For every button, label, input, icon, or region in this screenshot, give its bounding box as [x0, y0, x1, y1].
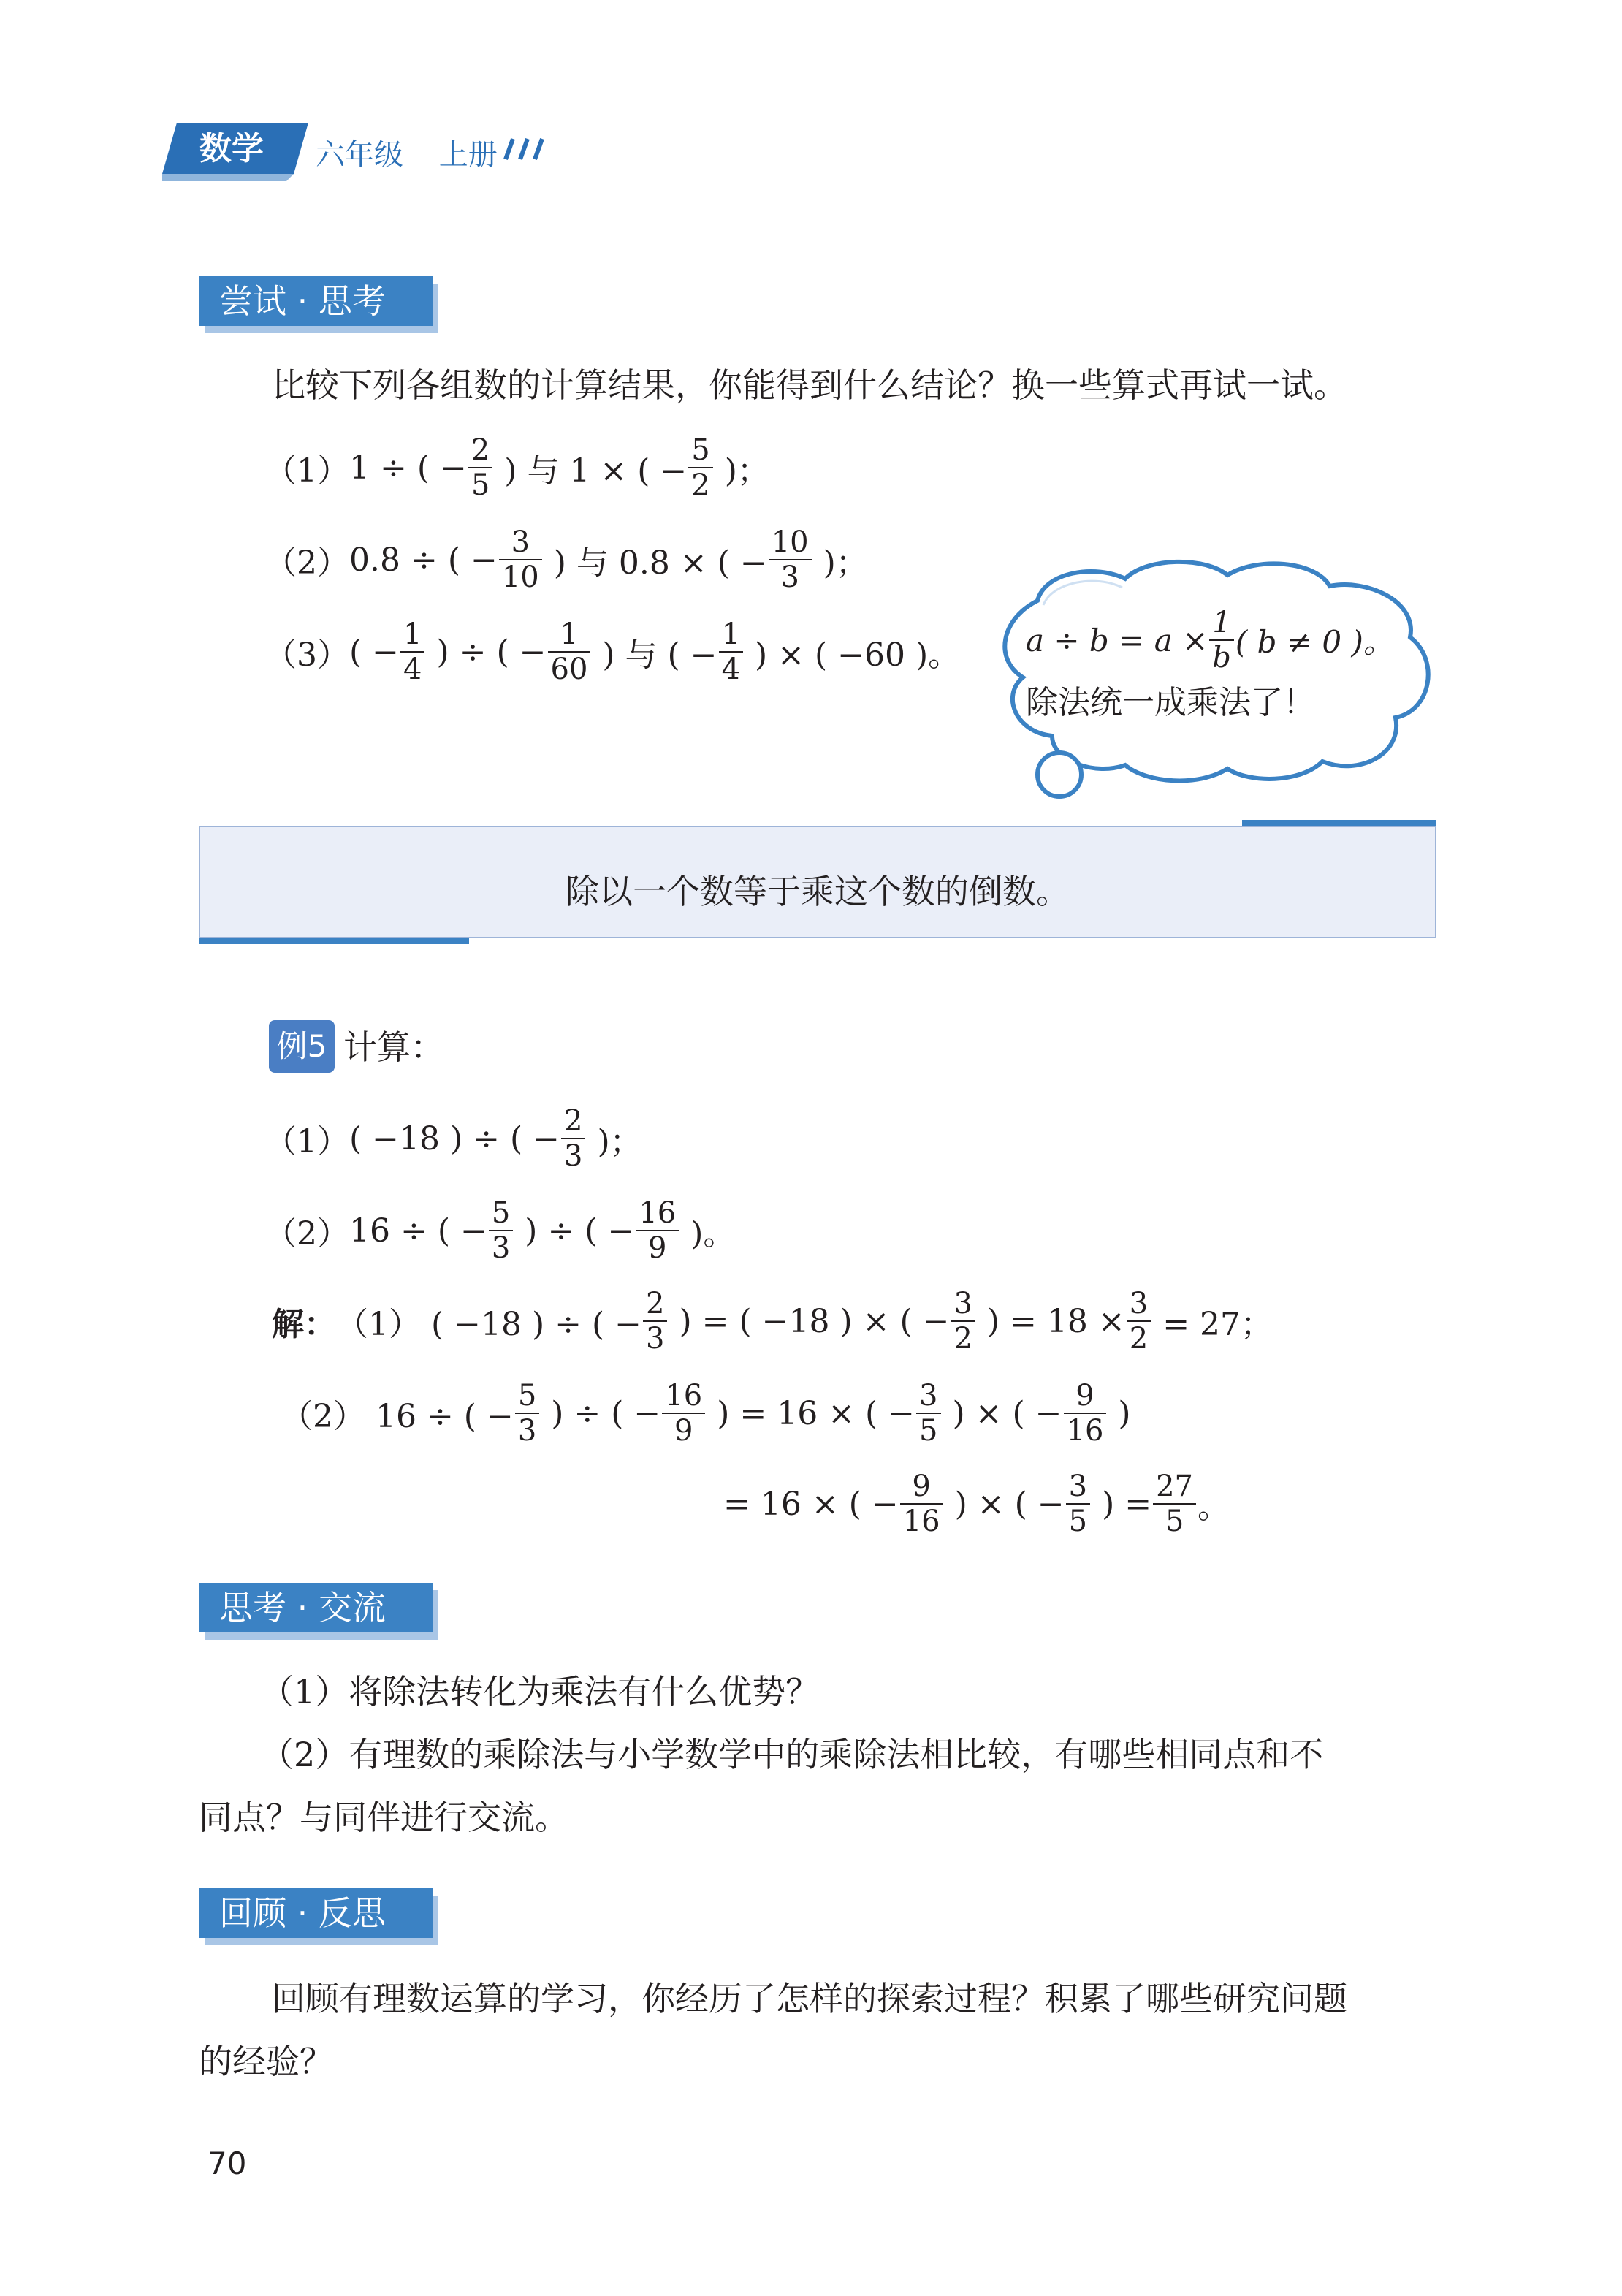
review-line1: 回顾有理数运算的学习，你经历了怎样的探索过程？积累了哪些研究问题 [272, 1979, 1347, 2018]
numerator: 2 [471, 433, 490, 467]
expr: ) = ( −18 ) × ( − [669, 1302, 950, 1340]
expr: （2） 16 ÷ ( − [281, 1398, 514, 1435]
bubble-text: 除法统一成乘法了！ [1026, 684, 1315, 721]
fraction [719, 617, 743, 686]
numerator: 10 [771, 525, 809, 559]
example-q2 [264, 1194, 735, 1267]
expr: ) = 18 × [976, 1302, 1125, 1340]
fraction [561, 1104, 585, 1173]
denominator: b [1212, 641, 1231, 674]
label: （3） [264, 636, 349, 674]
expr: ) = 16 × ( − [707, 1394, 915, 1432]
fraction [499, 525, 542, 594]
fraction [636, 1196, 679, 1265]
fraction [1209, 606, 1234, 674]
header-subject: 数学 [199, 130, 264, 167]
denominator: 2 [1129, 1322, 1149, 1356]
denominator: 4 [721, 653, 741, 686]
denominator: 3 [780, 560, 799, 594]
formula-rhs: ( b ≠ 0 )。 [1235, 624, 1394, 660]
expr: ) ÷ ( − [426, 633, 547, 671]
example-title: 计算： [343, 1027, 444, 1067]
expr: 0.8 ÷ ( − [349, 541, 498, 579]
denominator: 5 [919, 1414, 938, 1448]
intro-text: 比较下列各组数的计算结果，你能得到什么结论？换一些算式再试一试。 [272, 365, 1347, 405]
fraction [1066, 1470, 1090, 1538]
fraction [643, 1287, 667, 1356]
label: （2） [264, 1215, 349, 1252]
header-volume: 上册 [438, 138, 498, 172]
fraction [468, 433, 492, 502]
header-logo [162, 123, 323, 181]
header-grade: 六年级 [316, 138, 403, 172]
label: （1） [264, 1123, 349, 1160]
numerator: 16 [665, 1379, 703, 1413]
fraction [916, 1379, 940, 1448]
denominator: 4 [403, 653, 422, 686]
expr: ) [1108, 1394, 1131, 1432]
think-q2-line1: （2）有理数的乘除法与小学数学中的乘除法相比较，有哪些相同点和不 [260, 1735, 1324, 1774]
expr: （1） ( −18 ) ÷ ( − [336, 1306, 641, 1343]
think-q2-line2: 同点？与同伴进行交流。 [199, 1798, 568, 1837]
denominator: 3 [491, 1231, 511, 1265]
expr: ) = [1092, 1485, 1152, 1523]
expr: 1 ÷ ( − [349, 449, 467, 487]
numerator: 3 [953, 1287, 972, 1320]
expr: 。 [1198, 1489, 1230, 1526]
numerator: 5 [491, 1196, 511, 1230]
expr: = 16 × ( − [723, 1485, 899, 1523]
fraction [662, 1379, 705, 1448]
page-number: 70 [207, 2145, 247, 2181]
expr: ( − [349, 633, 400, 671]
expr: )。 [680, 1215, 736, 1252]
numerator: 2 [564, 1104, 583, 1138]
header-slashes-icon [503, 136, 554, 162]
fraction [900, 1470, 943, 1538]
review-line2: 的经验？ [199, 2042, 333, 2081]
denominator: 16 [902, 1505, 940, 1538]
denominator: 5 [1068, 1505, 1088, 1538]
denominator: 9 [648, 1231, 667, 1265]
label: （2） [264, 544, 349, 582]
expr: ) × ( −60 )。 [745, 636, 961, 674]
expr: )； [714, 452, 769, 490]
solution-line-2 [281, 1377, 1131, 1450]
exercise-1 [264, 431, 769, 504]
example-q1 [264, 1102, 642, 1175]
fraction [1064, 1379, 1107, 1448]
section-label-review-reflect [199, 1888, 433, 1938]
exercise-3 [264, 615, 960, 688]
label-text: 回顾 · 反思 [199, 1888, 433, 1938]
section-label-try-think [199, 276, 433, 326]
formula-lhs: a ÷ b = a × [1026, 622, 1208, 658]
fraction [515, 1379, 539, 1448]
denominator: 2 [691, 468, 710, 502]
numerator: 3 [1129, 1287, 1149, 1320]
fraction [1153, 1470, 1196, 1538]
summary-bottom-bar [199, 938, 469, 944]
think-q1: （1）将除法转化为乘法有什么优势？ [260, 1672, 820, 1711]
expr: ) × ( − [942, 1394, 1062, 1432]
bubble-small-circle [1030, 745, 1089, 804]
header-subtitle [316, 132, 524, 173]
fraction [688, 433, 712, 502]
fraction [489, 1196, 513, 1265]
numerator: 5 [517, 1379, 537, 1413]
expr: )； [812, 544, 868, 582]
numerator: 5 [691, 433, 710, 467]
summary-text: 除以一个数等于乘这个数的倒数。 [566, 872, 1070, 911]
numerator: 9 [912, 1470, 931, 1503]
bubble-formula [1026, 604, 1394, 677]
expr: ) 与 ( − [592, 636, 717, 674]
denominator: 5 [1165, 1505, 1184, 1538]
exercise-2 [264, 523, 868, 596]
numerator: 16 [639, 1196, 677, 1230]
solution-label: 解： [272, 1306, 336, 1343]
denominator: 2 [953, 1322, 972, 1356]
denominator: 3 [517, 1414, 537, 1448]
label: （1） [264, 452, 349, 490]
numerator: 3 [511, 525, 530, 559]
label-text: 思考 · 交流 [199, 1583, 433, 1632]
numerator: 1 [721, 617, 741, 651]
fraction [1127, 1287, 1151, 1356]
section-label-think-exchange [199, 1583, 433, 1632]
numerator: 3 [1068, 1470, 1088, 1503]
expr: 16 ÷ ( − [349, 1212, 487, 1250]
numerator: 3 [919, 1379, 938, 1413]
fraction [951, 1287, 975, 1356]
example-badge: 例5 [269, 1020, 335, 1073]
fraction [400, 617, 424, 686]
numerator: 27 [1156, 1470, 1193, 1503]
expr: ) 与 0.8 × ( − [543, 544, 767, 582]
expr: ) ÷ ( − [514, 1212, 635, 1250]
fraction [548, 617, 591, 686]
fraction [769, 525, 812, 594]
denominator: 60 [550, 653, 588, 686]
numerator: 1 [403, 617, 422, 651]
solution-line-3 [723, 1467, 1230, 1540]
expr: = 27； [1152, 1306, 1273, 1343]
solution-line-1 [272, 1285, 1273, 1358]
summary-box [199, 826, 1436, 938]
expr: )； [587, 1123, 642, 1160]
numerator: 9 [1075, 1379, 1094, 1413]
denominator: 9 [674, 1414, 693, 1448]
expr: ) ÷ ( − [541, 1394, 661, 1432]
expr: ) 与 1 × ( − [494, 452, 688, 490]
expr: ) × ( − [944, 1485, 1065, 1523]
expr: ( −18 ) ÷ ( − [349, 1120, 560, 1157]
numerator: 2 [646, 1287, 665, 1320]
numerator: 1 [1212, 606, 1231, 639]
denominator: 16 [1066, 1414, 1104, 1448]
denominator: 3 [564, 1139, 583, 1173]
denominator: 5 [471, 468, 490, 502]
denominator: 3 [646, 1322, 665, 1356]
label-text: 尝试 · 思考 [199, 276, 433, 326]
denominator: 10 [501, 560, 539, 594]
numerator: 1 [560, 617, 579, 651]
